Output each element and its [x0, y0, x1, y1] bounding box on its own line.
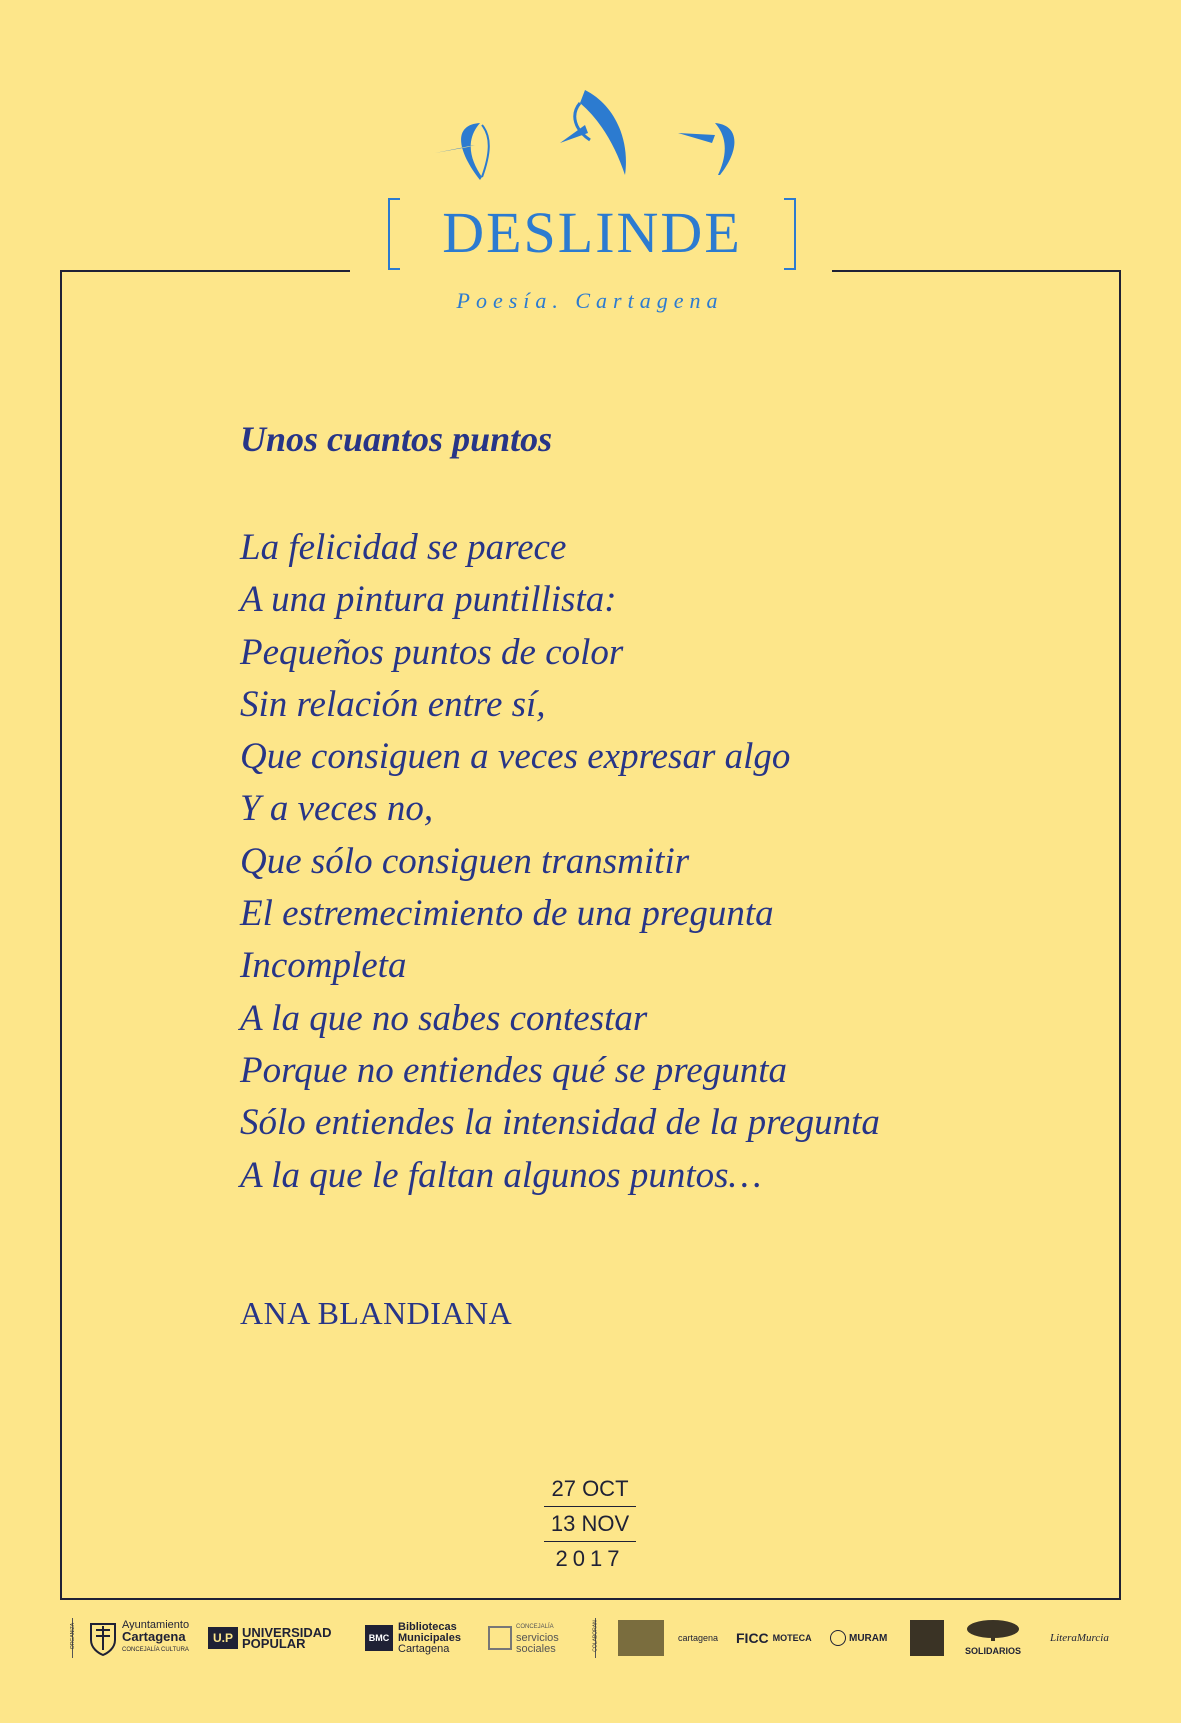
solidarios-text: SOLIDARIOS [965, 1646, 1022, 1656]
date-divider [544, 1506, 636, 1507]
date-end: 13 NOV [550, 1511, 630, 1536]
logo-box [388, 198, 796, 270]
poem-line: Y a veces no, [240, 788, 434, 830]
logo-ayuntamiento [88, 1613, 189, 1663]
sponsors-bar [60, 1613, 1121, 1663]
logo-literamurcia [1050, 1613, 1109, 1663]
up-line: UNIVERSIDAD [242, 1625, 332, 1640]
date-divider [544, 1541, 636, 1542]
logo-collaborator-photo [910, 1613, 944, 1663]
poem-line: Sin relación entre sí, [240, 683, 546, 725]
logo-collaborator [618, 1613, 664, 1663]
colaboran-label: COLABORAN [592, 1620, 599, 1652]
poem-line: A una pintura puntillista: [240, 579, 617, 621]
logo-ficc [736, 1613, 812, 1663]
literamurcia-text: LiteraMurcia [1050, 1631, 1109, 1644]
up-line: POPULAR [242, 1636, 306, 1651]
logo-title: DESLINDE [442, 200, 742, 265]
logo-universidad-popular [208, 1613, 332, 1663]
poem-line: Porque no entiendes qué se pregunta [240, 1049, 787, 1091]
ayto-line: Ayuntamiento [122, 1619, 190, 1631]
poem-line: A la que le faltan algunos puntos… [240, 1154, 762, 1196]
organiza-label: ORGANIZA [70, 1622, 77, 1650]
logo-subtitle: Poesía. Cartagena [456, 288, 724, 313]
cartagena-puerto-text: cartagena [678, 1632, 719, 1643]
poem-line: Sólo entiendes la intensidad de la pregunta [240, 1102, 880, 1144]
ayto-line: CONCEJALÍA CULTURA [122, 1647, 189, 1653]
logo-bibliotecas [365, 1613, 461, 1663]
logo-cartagena-puerto [678, 1613, 718, 1663]
event-dates [540, 1474, 640, 1574]
ss-line: CONCEJALÍA [516, 1623, 554, 1630]
poem-line: El estremecimiento de una pregunta [240, 893, 774, 935]
poem-line: A la que no sabes contestar [240, 997, 648, 1039]
ayto-line: Cartagena [122, 1629, 186, 1644]
swallows-icon [420, 85, 780, 195]
up-mark-icon: U.P [208, 1627, 238, 1649]
poem-title: Unos cuantos puntos [240, 419, 553, 459]
ss-line: sociales [516, 1642, 556, 1655]
poem-line: La felicidad se parece [240, 527, 567, 568]
poem-line: Que sólo consiguen transmitir [240, 840, 690, 882]
logo-servicios-sociales [488, 1613, 559, 1663]
poem-body [240, 522, 880, 1202]
bmc-line: Municipales [398, 1631, 461, 1644]
collaborator-logo-icon [618, 1620, 664, 1656]
bmc-line: Bibliotecas [398, 1620, 457, 1633]
muram-icon [830, 1630, 846, 1646]
bmc-mark-icon: BMC [365, 1625, 393, 1651]
poem-line: Incompleta [240, 945, 407, 987]
moteca-text: MOTECA [772, 1632, 812, 1643]
logo-muram [830, 1613, 887, 1663]
bmc-line: Cartagena [398, 1642, 450, 1655]
collaborator-photo-icon [910, 1620, 944, 1656]
muram-text: MURAM [849, 1632, 888, 1644]
poem-line: Pequeños puntos de color [240, 631, 624, 673]
date-year: 2017 [555, 1546, 625, 1571]
logo-solidarios [965, 1613, 1021, 1663]
servicios-sociales-icon [488, 1626, 512, 1650]
date-start: 27 OCT [551, 1476, 629, 1501]
poem-author: ANA BLANDIANA [240, 1295, 513, 1331]
logo-bracket-right [784, 198, 796, 270]
coat-of-arms-icon [88, 1620, 118, 1656]
ficc-text: FICC [736, 1629, 769, 1646]
ss-line: servicios [516, 1631, 559, 1644]
poem-line: Que consiguen a veces expresar algo [240, 736, 791, 778]
tree-icon [965, 1619, 1021, 1641]
